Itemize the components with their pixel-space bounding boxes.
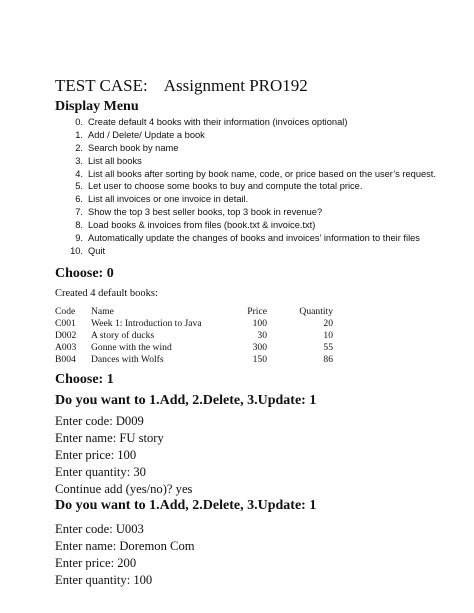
books-table: [55, 306, 333, 366]
title-test-case: TEST CASE:: [55, 76, 148, 95]
menu-list: [70, 116, 436, 258]
created-books-text: Created 4 default books:: [55, 288, 158, 299]
table-row: B004 Dances with Wolfs 150 86: [55, 354, 333, 365]
enter-quantity-line: Enter quantity: 30: [55, 465, 146, 479]
enter-code-line: Enter code: U003: [55, 522, 144, 536]
table-row: A003 Gonne with the wind 300 55: [55, 342, 333, 353]
enter-price-line: Enter price: 200: [55, 556, 137, 570]
menu-item: 6. List all invoices or one invoice in detail.: [75, 194, 249, 205]
title-assignment: Assignment PRO192: [163, 76, 308, 95]
header-price: Price: [247, 306, 267, 317]
operation-prompt: Do you want to 1.Add, 2.Delete, 3.Update: 1: [55, 393, 317, 408]
enter-code-line: Enter code: D009: [55, 414, 144, 428]
enter-name-line: Enter name: FU story: [55, 431, 164, 445]
menu-item: 8. Load books & invoices from files (book.txt & invoice.txt): [75, 220, 316, 231]
continue-add-line: Continue add (yes/no)? yes: [55, 482, 193, 496]
table-row: C001 Week 1: Introduction to Java 100 20: [55, 318, 333, 329]
enter-name-line: Enter name: Doremon Com: [55, 539, 195, 553]
menu-item: 5. Let user to choose some books to buy and compute the total price.: [75, 181, 363, 192]
choose-1-heading: Choose: 1: [55, 372, 114, 387]
menu-item: 2. Search book by name: [75, 142, 179, 153]
menu-item: 9. Automatically update the changes of books and invoices’ information to their files: [75, 233, 420, 244]
choose-0-heading: Choose: 0: [55, 266, 114, 281]
page-title: [55, 76, 308, 96]
header-name: Name: [91, 306, 114, 317]
menu-item: 10. Quit: [70, 245, 106, 256]
table-row: D002 A story of ducks 30 10: [55, 330, 333, 341]
header-quantity: Quantity: [299, 306, 333, 317]
header-code: Code: [55, 306, 76, 317]
enter-quantity-line: Enter quantity: 100: [55, 573, 153, 587]
table-header-row: [55, 306, 333, 318]
menu-item: 7. Show the top 3 best seller books, top 3 book in revenue?: [75, 207, 323, 218]
display-menu-heading: Display Menu: [55, 99, 139, 114]
operation-prompt: Do you want to 1.Add, 2.Delete, 3.Update: 1: [55, 498, 317, 513]
menu-item: 4. List all books after sorting by book name, code, or price based on the user’s request.: [75, 168, 436, 179]
enter-price-line: Enter price: 100: [55, 448, 137, 462]
menu-item: 1. Add / Delete/ Update a book: [75, 129, 205, 140]
menu-item: 0. Create default 4 books with their information (invoices optional): [75, 117, 348, 127]
menu-item: 3. List all books: [75, 155, 142, 166]
